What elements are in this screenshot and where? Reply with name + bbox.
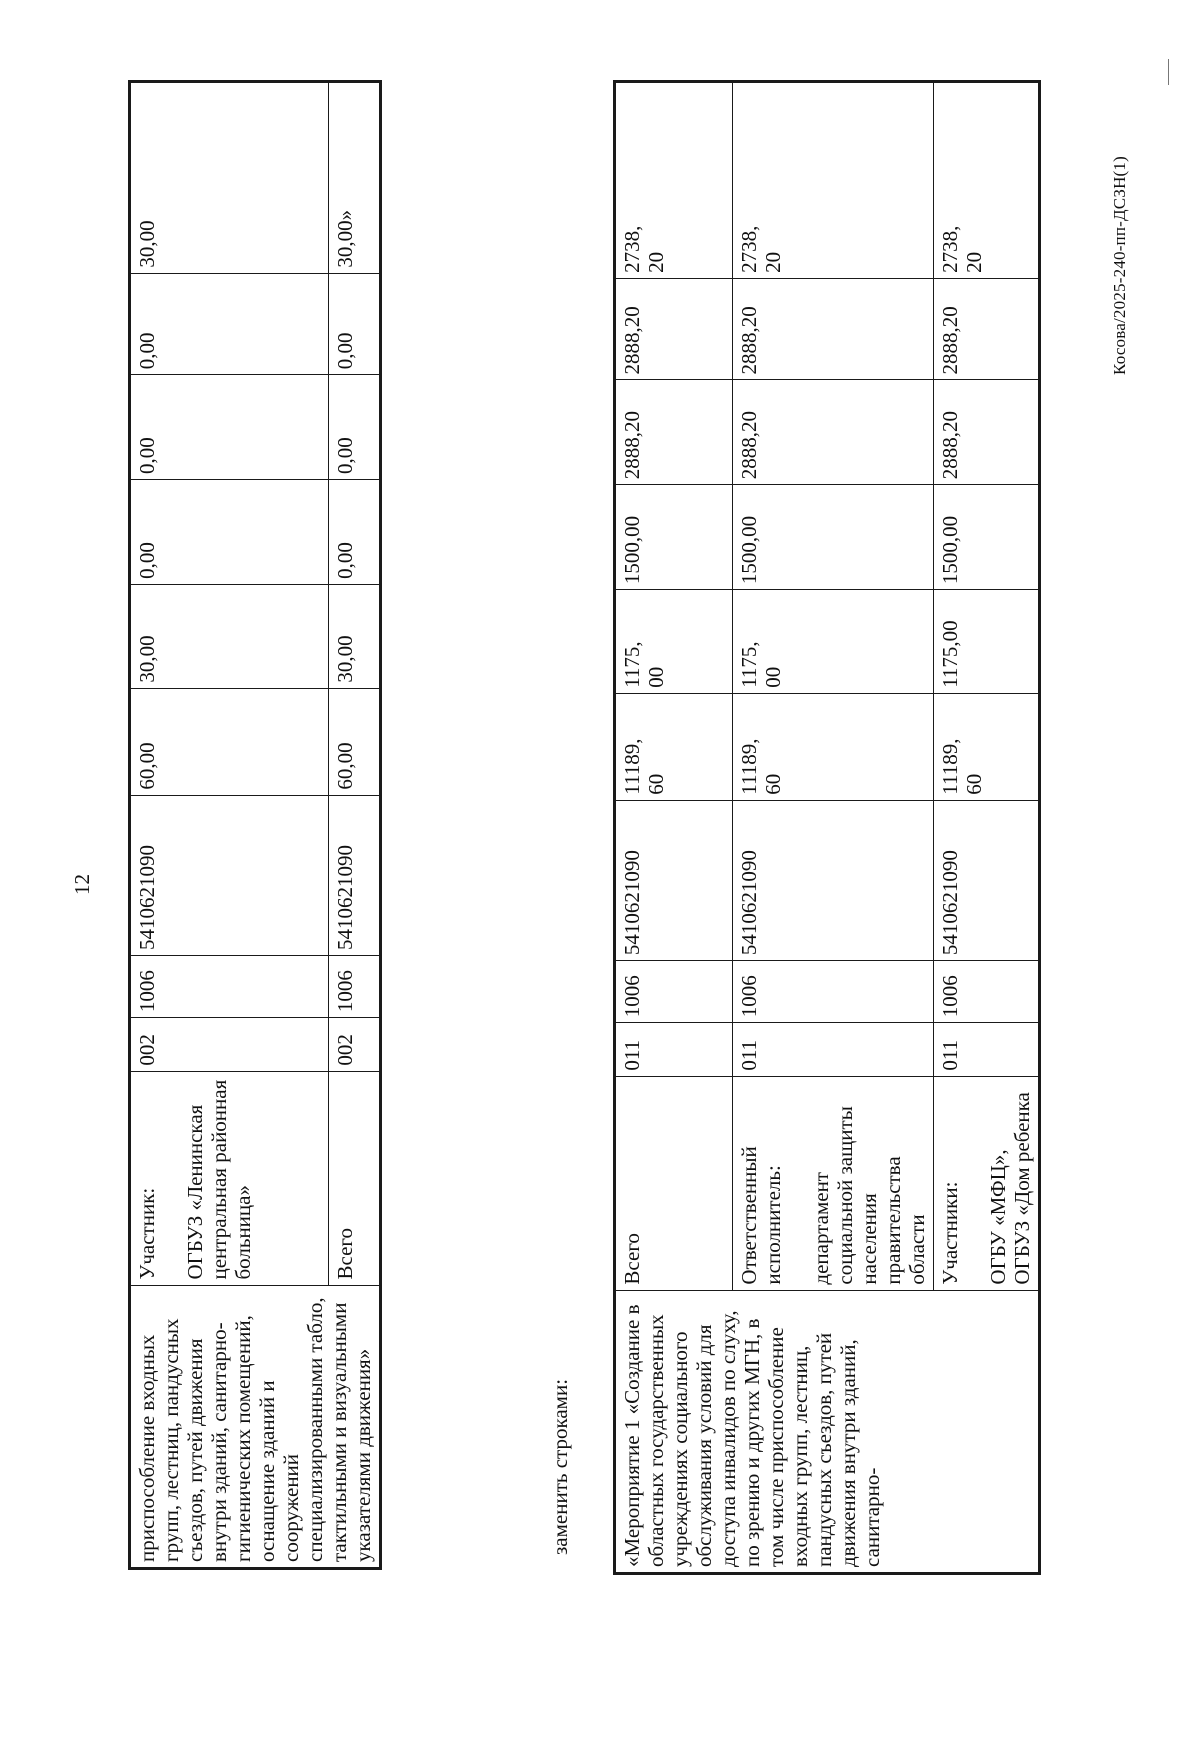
csr-cell: 5410621090	[328, 795, 380, 955]
rzpr-cell: 1006	[934, 961, 1040, 1023]
year-value-cell: 2888,20	[934, 278, 1040, 380]
rzpr-cell: 1006	[130, 956, 329, 1018]
year-value-cell: 0,00	[328, 375, 380, 480]
measure-description: «Мероприятие 1 «Создание в областных государственных учреждениях социального обслуживания условий для доступа инвалидов по слуху, по зрению и других МГН, в том числе приспособление входных групп, лестниц, пандусных съездов, путей движения внутри зданий, санитарно-	[615, 1290, 1040, 1573]
year-value-cell: 1500,00	[733, 485, 934, 590]
participants-cell	[934, 1076, 1040, 1290]
rzpr-cell: 1006	[733, 961, 934, 1023]
csr-cell: 5410621090	[130, 795, 329, 955]
total-cell: 60,00	[328, 688, 380, 795]
participant-cell	[130, 1071, 329, 1285]
year-value-cell: 1175,00	[934, 590, 1040, 694]
table-row	[130, 82, 329, 1569]
total-label-cell: Всего	[615, 1076, 733, 1290]
executor-name: департамент социальной защиты населения правительства области	[809, 1106, 929, 1285]
total-cell: 60,00	[130, 688, 329, 795]
year-value-cell: 2888,20	[733, 380, 934, 485]
grbs-cell: 011	[615, 1023, 733, 1076]
csr-cell: 5410621090	[934, 800, 1040, 960]
year-value-cell: 0,00	[328, 480, 380, 585]
measure-description: приспособление входных групп, лестниц, пандусных съездов, путей движения внутри зданий, санитарно-гигиенических помещений, оснащение зданий и сооружений специализированными табло, тактильными и визуальными указателями движения»	[130, 1285, 381, 1568]
year-value-cell: 1500,00	[615, 485, 733, 590]
participant-label: Участник:	[135, 1187, 159, 1280]
replace-instruction: заменить строками:	[548, 1378, 572, 1555]
year-value-cell: 2888,20	[615, 380, 733, 485]
page-number: 12	[70, 874, 94, 895]
document-code: Косова/2025-240-пп-ДСЗН(1)	[1110, 156, 1129, 375]
total-cell: 11189, 60	[615, 693, 733, 800]
year-value-cell: 2888,20	[934, 380, 1040, 485]
grbs-cell: 011	[733, 1023, 934, 1076]
executor-label: Ответственный исполнитель:	[737, 1146, 785, 1285]
rzpr-cell: 1006	[328, 956, 380, 1018]
year-value-cell: 30,00	[130, 82, 329, 274]
year-value-cell: 1175, 00	[615, 590, 733, 694]
year-value-cell: 2888,20	[615, 278, 733, 380]
total-label-cell: Всего	[328, 1071, 380, 1285]
csr-cell: 5410621090	[733, 800, 934, 960]
year-value-cell: 0,00	[130, 480, 329, 585]
year-value-cell: 2738, 20	[615, 82, 733, 279]
year-value-cell: 2738, 20	[733, 82, 934, 279]
edge-mark	[1168, 59, 1169, 85]
grbs-cell: 002	[130, 1018, 329, 1071]
year-value-cell: 0,00	[130, 273, 329, 375]
year-value-cell: 30,00	[328, 584, 380, 688]
year-value-cell: 0,00	[130, 375, 329, 480]
total-cell: 11189, 60	[934, 693, 1040, 800]
participants-names: ОГБУ «МФЦ», ОГБУЗ «Дом ребенка	[986, 1092, 1034, 1285]
participants-label: Участники:	[938, 1181, 962, 1285]
year-value-cell: 2738, 20	[934, 82, 1040, 279]
csr-cell: 5410621090	[615, 800, 733, 960]
total-cell: 11189, 60	[733, 693, 934, 800]
rzpr-cell: 1006	[615, 961, 733, 1023]
participant-name: ОГБУЗ «Ленинская центральная районная больница»	[183, 1079, 255, 1280]
executor-cell	[733, 1076, 934, 1290]
table-row	[615, 82, 733, 1574]
year-value-cell: 1500,00	[934, 485, 1040, 590]
year-value-cell: 2888,20	[733, 278, 934, 380]
year-value-cell: 30,00»	[328, 82, 380, 274]
grbs-cell: 011	[934, 1023, 1040, 1076]
year-value-cell: 0,00	[328, 273, 380, 375]
program-table-top	[128, 80, 382, 1570]
year-value-cell: 1175, 00	[733, 590, 934, 694]
year-value-cell: 30,00	[130, 584, 329, 688]
grbs-cell: 002	[328, 1018, 380, 1071]
program-table-bottom	[613, 80, 1041, 1575]
